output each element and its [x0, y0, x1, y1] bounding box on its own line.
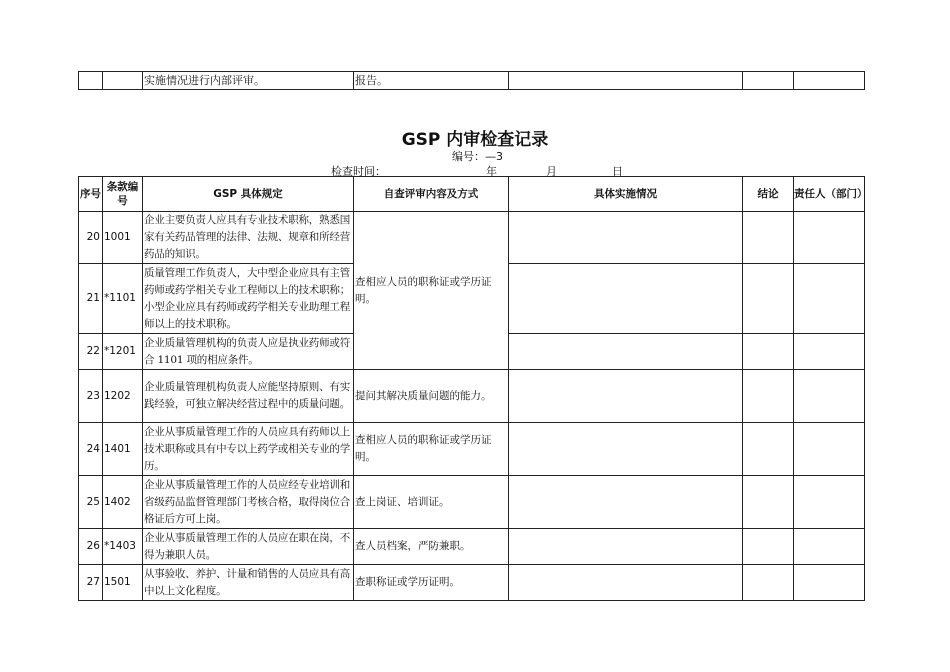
cell-conclusion	[743, 565, 794, 601]
header-owner: 责任人（部门）	[794, 177, 865, 212]
cell-rule: 企业从事质量管理工作的人员应经专业培训和省级药品监督管理部门考核合格，取得岗位合格证后方可上岗。	[143, 476, 354, 529]
cell-conclusion	[743, 334, 794, 370]
cell-no: 20	[79, 212, 103, 264]
cell-owner	[794, 476, 865, 529]
cell-rule: 企业质量管理机构负责人应能坚持原则、有实践经验，可独立解决经营过程中的质量问题。	[143, 370, 354, 423]
page-title: GSP 内审检查记录	[401, 130, 549, 150]
check-time-day: 日	[612, 165, 623, 178]
serial-number: 编号：—3	[452, 150, 503, 163]
cell-code: 1401	[103, 423, 143, 476]
cell-conclusion	[743, 370, 794, 423]
cell-implementation	[509, 72, 743, 90]
check-time-label: 检查时间：	[331, 165, 386, 178]
cell-implementation	[509, 212, 743, 264]
cell-owner	[794, 334, 865, 370]
cell-implementation	[509, 476, 743, 529]
previous-page-table	[78, 71, 865, 90]
header-implementation: 具体实施情况	[509, 177, 743, 212]
cell-no: 22	[79, 334, 103, 370]
header-conclusion: 结论	[743, 177, 794, 212]
cell-code: 1001	[103, 212, 143, 264]
cell-code: *1101	[103, 264, 143, 334]
cell-conclusion	[743, 476, 794, 529]
check-time-month: 月	[546, 165, 557, 178]
cell-no: 25	[79, 476, 103, 529]
cell-conclusion	[743, 212, 794, 264]
cell-code: 1402	[103, 476, 143, 529]
cell-no: 24	[79, 423, 103, 476]
cell-implementation	[509, 423, 743, 476]
cell-conclusion	[743, 423, 794, 476]
cell-code	[103, 72, 143, 90]
header-method: 自查评审内容及方式	[354, 177, 509, 212]
cell-rule: 质量管理工作负责人，大中型企业应具有主管药师或药学相关专业工程师以上的技术职称；小型企业应具有药师或药学相关专业助理工程师以上的技术职称。	[143, 264, 354, 334]
cell-owner	[794, 370, 865, 423]
cell-rule: 企业主要负责人应具有专业技术职称，熟悉国家有关药品管理的法律、法规、规章和所经营药品的知识。	[143, 212, 354, 264]
cell-method: 查上岗证、培训证。	[354, 476, 509, 529]
cell-implementation	[509, 370, 743, 423]
cell-conclusion	[743, 529, 794, 565]
cell-rule: 企业从事质量管理工作的人员应具有药师以上技术职称或具有中专以上药学或相关专业的学历。	[143, 423, 354, 476]
cell-owner	[794, 212, 865, 264]
cell-owner	[794, 423, 865, 476]
cell-owner	[794, 565, 865, 601]
cell-owner	[794, 529, 865, 565]
check-time-year: 年	[486, 165, 497, 178]
cell-owner	[794, 72, 865, 90]
audit-record-table	[78, 176, 868, 601]
cell-code: 1501	[103, 565, 143, 601]
cell-method: 报告。	[354, 72, 509, 90]
cell-rule: 企业从事质量管理工作的人员应在职在岗，不得为兼职人员。	[143, 529, 354, 565]
cell-method: 查相应人员的职称证或学历证明。	[354, 423, 509, 476]
cell-owner	[794, 264, 865, 334]
cell-rule: 实施情况进行内部评审。	[143, 72, 354, 90]
cell-code: *1403	[103, 529, 143, 565]
table-row	[79, 370, 865, 423]
cell-implementation	[509, 264, 743, 334]
table-row	[79, 529, 865, 565]
table-row	[79, 423, 865, 476]
cell-conclusion	[743, 264, 794, 334]
cell-method: 查职称证或学历证明。	[354, 565, 509, 601]
cell-code: 1202	[103, 370, 143, 423]
cell-method: 查相应人员的职称证或学历证明。	[354, 212, 509, 370]
cell-code: *1201	[103, 334, 143, 370]
table-row	[79, 212, 865, 264]
cell-no: 26	[79, 529, 103, 565]
header-rule: GSP 具体规定	[143, 177, 354, 212]
table-row	[79, 565, 865, 601]
cell-no: 21	[79, 264, 103, 334]
header-no: 序号	[79, 177, 103, 212]
cell-method: 提问其解决质量问题的能力。	[354, 370, 509, 423]
cell-implementation	[509, 529, 743, 565]
header-code: 条款编号	[103, 177, 143, 212]
cell-no: 23	[79, 370, 103, 423]
table-row	[79, 72, 865, 90]
cell-no: 27	[79, 565, 103, 601]
cell-implementation	[509, 334, 743, 370]
table-row	[79, 476, 865, 529]
header-row	[79, 177, 865, 212]
cell-method: 查人员档案，严防兼职。	[354, 529, 509, 565]
cell-implementation	[509, 565, 743, 601]
cell-conclusion	[743, 72, 794, 90]
cell-rule: 从事验收、养护、计量和销售的人员应具有高中以上文化程度。	[143, 565, 354, 601]
cell-rule: 企业质量管理机构的负责人应是执业药师或符合 1101 项的相应条件。	[143, 334, 354, 370]
cell-no	[79, 72, 103, 90]
